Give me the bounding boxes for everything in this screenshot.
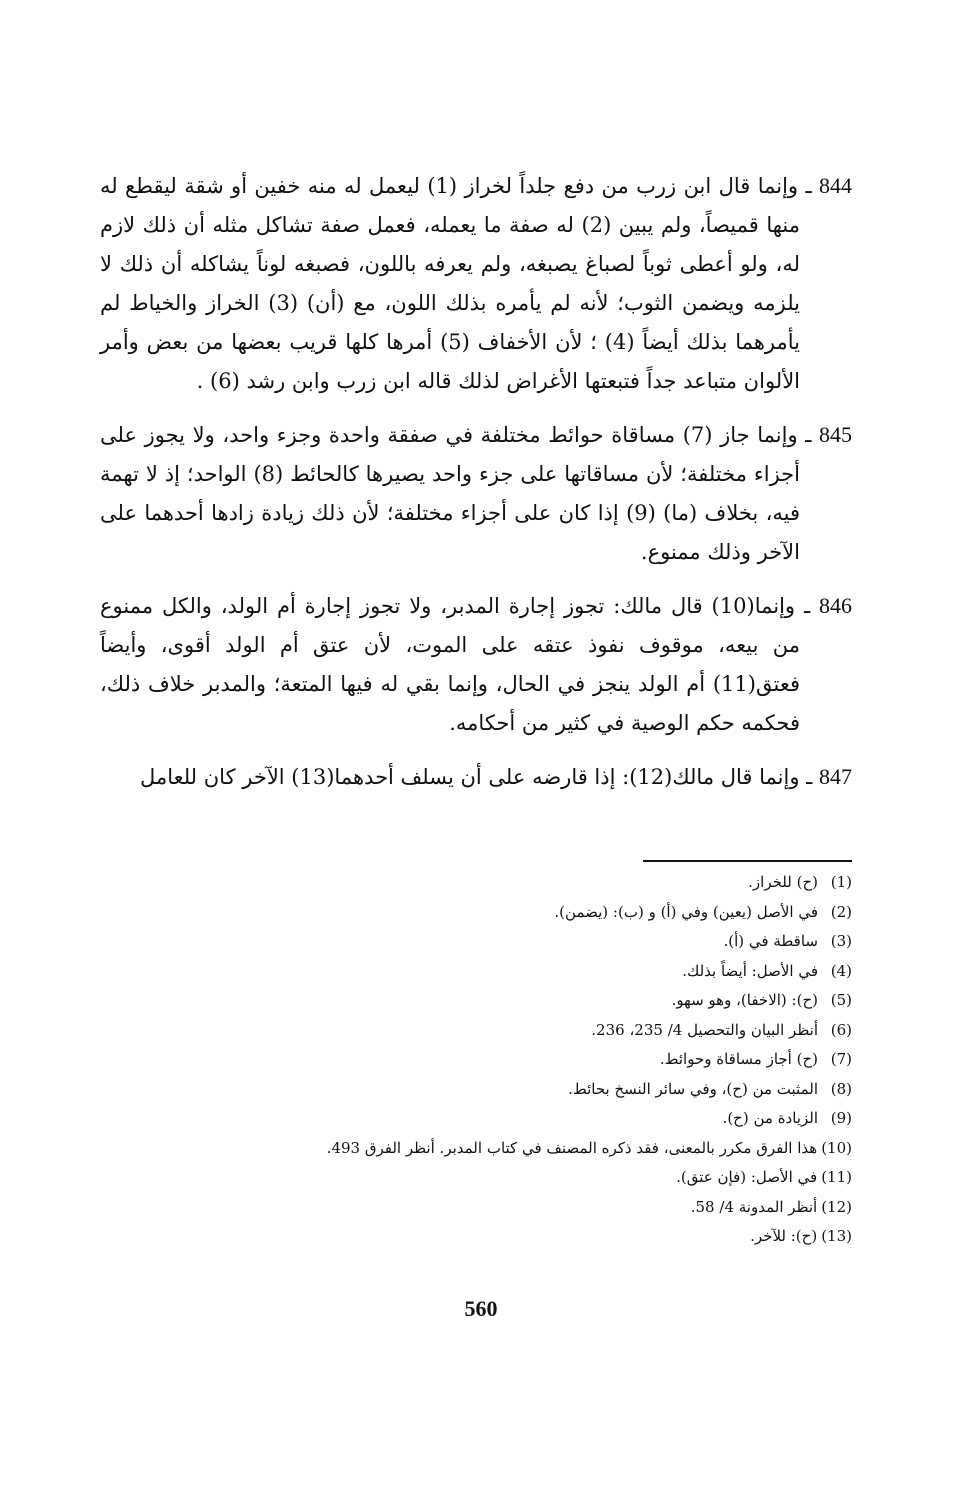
footnote-text: المثبت من (ح)، وفي سائر النسخ بحائط. — [568, 1079, 818, 1098]
footnote-text: أنظر المدونة 4/ 58. — [690, 1197, 818, 1216]
footnote-text: أنظر البيان والتحصيل 4/ 235، 236. — [591, 1020, 818, 1039]
footnote-text: هذا الفرق مكرر بالمعنى، فقد ذكره المصنف في كتاب المدبر. أنظر الفرق 493. — [326, 1138, 818, 1157]
paragraph-number: 846 — [819, 593, 852, 618]
paragraph-847 — [100, 757, 852, 797]
footnote-number: (2) — [830, 902, 852, 921]
footnote-12 — [200, 1193, 852, 1223]
paragraph-845 — [100, 415, 852, 572]
footnote-number: (8) — [830, 1079, 852, 1098]
footnote-9 — [200, 1104, 852, 1134]
footnote-number: (13) — [821, 1227, 852, 1245]
footnote-6 — [200, 1016, 852, 1046]
footnote-text: ساقطة في (أ). — [723, 932, 818, 950]
paragraph-text: ـ وإنما جاز (7) مساقاة حوائط مختلفة في صفقة واحدة وجزء واحد، ولا يجوز على أجزاء مختلفة؛ لأن مساقاتها على جزء واحد يصيرها كالحائط (8) الواحد؛ إذ لا تهمة فيه، بخلاف (ما) (9) إذا كان على أجزاء مختلفة؛ لأن ذلك زيادة زادها أحدهما على الآخر وذلك ممنوع. — [100, 423, 819, 564]
paragraph-number: 844 — [819, 173, 852, 198]
paragraph-text: ـ وإنما قال ابن زرب من دفع جلداً لخراز (1) ليعمل له منه خفين أو شقة ليقطع له منها قميصاً، ولم يبين (2) له صفة ما يعمله، فعمل صفة تشاكل مثله أن ذلك لازم له، ولو أعطى ثوباً لصباغ يصبغه، ولم يعرفه باللون، فصبغه لوناً يشاكله أن ذلك لا يلزمه ويضمن الثوب؛ لأنه لم يأمره بذلك اللون، مع (أن) (3) الخراز والخياط لم يأمرهما بذلك أيضاً (4) ؛ لأن الأخفاف (5) أمرها كلها قريب بعضها من بعض وأمر الألوان متباعد جداً فتبعتها الأغراض لذلك قاله ابن زرب وابن رشد (6) . — [100, 174, 819, 393]
footnote-number: (7) — [830, 1050, 852, 1068]
footnote-text: في الأصل (يعين) وفي (أ) و (ب): (يضمن). — [554, 902, 818, 921]
footnote-number: (3) — [830, 932, 852, 950]
footnote-number: (11) — [821, 1168, 852, 1186]
paragraph-number: 845 — [819, 422, 852, 447]
footnotes — [200, 868, 852, 1252]
paragraph-846 — [100, 586, 852, 743]
footnote-5 — [200, 986, 852, 1016]
footnote-number: (1) — [830, 873, 852, 891]
footnote-text: في الأصل: أيضاً بذلك. — [682, 961, 818, 980]
page-number: 560 — [464, 1296, 498, 1321]
footnote-text: الزيادة من (ح). — [722, 1109, 818, 1127]
footnote-number: (6) — [830, 1020, 852, 1039]
footnote-text: (ح): (الاخفا)، وهو سهو. — [671, 991, 818, 1009]
paragraph-text: ـ وإنما(10) قال مالك: تجوز إجارة المدبر، ولا تجوز إجارة أم الولد، والكل ممنوع من بيعه، موقوف نفوذ عتقه على الموت، لأن عتق أم الولد أقوى، وأيضاً فعتق(11) أم الولد ينجز في الحال، وإنما بقي له فيها المتعة؛ والمدبر خلاف ذلك، فحكمه حكم الوصية في كثير من أحكامه. — [100, 594, 819, 735]
footnote-11 — [200, 1163, 852, 1193]
footnote-number: (4) — [830, 961, 852, 980]
footnote-text: في الأصل: (فإن عتق). — [676, 1168, 818, 1186]
footnote-3 — [200, 927, 852, 957]
paragraph-844 — [100, 166, 852, 401]
paragraph-number: 847 — [819, 764, 852, 789]
footnote-text: (ح) للخراز. — [748, 873, 818, 891]
footnote-text: (ح): للآخر. — [750, 1227, 818, 1245]
footnote-1 — [200, 868, 852, 898]
footnote-text: (ح) أجاز مساقاة وحوائط. — [659, 1050, 818, 1068]
footnote-8 — [200, 1075, 852, 1105]
footnote-10 — [200, 1134, 852, 1164]
paragraph-text: ـ وإنما قال مالك(12): إذا قارضه على أن يسلف أحدهما(13) الآخر كان للعامل — [140, 765, 819, 789]
footnote-2 — [200, 898, 852, 928]
footnote-7 — [200, 1045, 852, 1075]
main-text — [100, 166, 852, 811]
footnote-number: (10) — [821, 1138, 852, 1157]
footnote-number: (12) — [821, 1197, 852, 1216]
footnote-number: (5) — [830, 991, 852, 1009]
footnote-13 — [200, 1222, 852, 1252]
footnote-number: (9) — [830, 1109, 852, 1127]
footnote-4 — [200, 957, 852, 987]
footnote-divider — [643, 860, 852, 862]
